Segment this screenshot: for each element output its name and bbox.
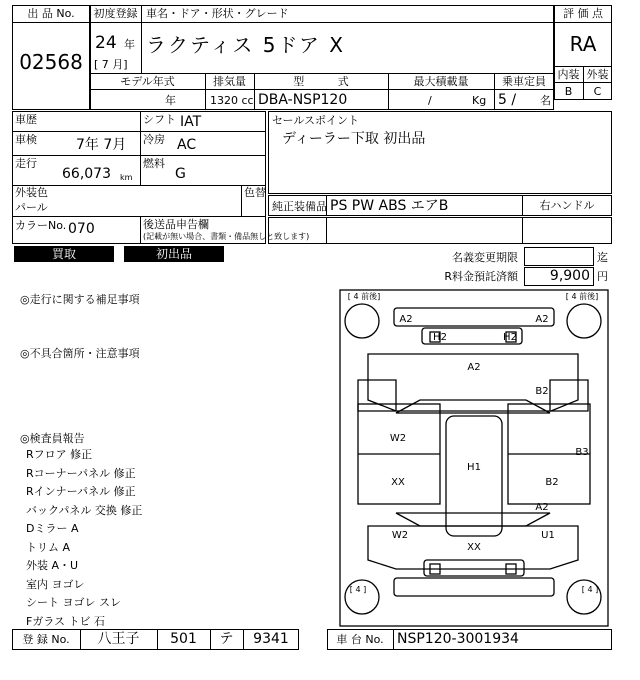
- sales-point-label: セールスポイント: [272, 114, 360, 127]
- divider: [12, 185, 266, 186]
- damage-mark: H1: [467, 462, 481, 473]
- damage-mark: H2: [503, 332, 517, 343]
- damage-mark: A2: [399, 314, 413, 325]
- chassis-label: 車 台 No.: [336, 633, 384, 646]
- car-name-label: 車名・ドア・形状・グレード: [146, 7, 289, 20]
- driving-notes-title: ◎走行に関する補足事項: [20, 293, 140, 306]
- divider: [241, 185, 242, 216]
- defects-title: ◎不具合箇所・注意事項: [20, 347, 140, 360]
- displacement-label: 排気量: [213, 75, 246, 88]
- inspector-item: Rフロア 修正: [26, 448, 93, 461]
- reg-label: 登 録 No.: [22, 633, 70, 646]
- displacement: 1320 cc: [210, 94, 254, 107]
- plate-kana: テ: [219, 631, 234, 647]
- inspector-item: 室内 ヨゴレ: [26, 577, 85, 591]
- damage-mark: B2: [535, 386, 549, 397]
- first-reg-label: 初度登録: [93, 7, 138, 20]
- color-no: 070: [68, 221, 95, 237]
- divider: [90, 73, 554, 74]
- inspector-item: シート ヨゴレ スレ: [26, 596, 121, 609]
- color-no-label: カラーNo.: [15, 219, 67, 232]
- divider: [522, 217, 523, 244]
- fuel-label: 燃料: [143, 157, 165, 170]
- car-name: ラクティス 5ドア X: [146, 33, 345, 57]
- damage-mark: H2: [433, 332, 447, 343]
- exterior-grade: C: [593, 85, 602, 98]
- chassis-no: NSP120-3001934: [397, 631, 519, 647]
- divider: [326, 217, 327, 244]
- recycle-value: 9,900: [549, 268, 590, 284]
- divider: [12, 155, 266, 156]
- damage-mark: A2: [535, 502, 549, 513]
- inspector-item: Dミラー A: [26, 522, 79, 535]
- max-load-label: 最大積載量: [413, 75, 469, 88]
- max-load-unit: Kg: [472, 94, 487, 107]
- year-unit: 年: [124, 38, 135, 51]
- divider: [12, 216, 266, 217]
- fuel-value: G: [175, 166, 186, 182]
- divider: [90, 89, 554, 90]
- mileage-value: 66,073: [62, 166, 111, 182]
- recycle-label: R料金預託済額: [444, 270, 518, 283]
- divider: [554, 22, 612, 23]
- divider: [140, 216, 141, 244]
- divider: [554, 82, 612, 83]
- fender-front-left: [358, 380, 396, 411]
- interior-label: 内装: [557, 68, 580, 81]
- inspector-item: Fガラス トビ 石: [26, 614, 105, 628]
- mileage-unit: km: [120, 173, 133, 182]
- reg-year: 24: [95, 33, 117, 53]
- car-damage-diagram: [336, 288, 612, 629]
- tire-front-left: [345, 304, 379, 338]
- roof: [446, 416, 502, 536]
- retrofit-label: 後送品申告欄: [143, 218, 209, 231]
- divider: [393, 629, 394, 650]
- capacity-unit: 名: [540, 94, 551, 107]
- color-value: パール: [15, 201, 48, 214]
- interior-grade: B: [564, 85, 573, 98]
- divider: [141, 5, 142, 73]
- retrofit-note: (記載が無い場合、書類・備品無しと致します): [143, 232, 310, 241]
- color-change-label: 色替: [244, 186, 266, 199]
- inspection-label: 車検: [15, 133, 37, 146]
- exterior-label: 外装: [586, 68, 609, 81]
- model-year-unit: 年: [165, 94, 176, 107]
- history-label: 車歴: [15, 113, 37, 126]
- damage-mark: B3: [575, 447, 589, 458]
- damage-mark: B2: [545, 477, 559, 488]
- divider: [12, 22, 90, 23]
- name-change-unit: 迄: [597, 251, 608, 264]
- lot-number: 02568: [19, 50, 83, 74]
- tire-label-tl: [ 4 前後]: [347, 292, 381, 301]
- equipment-label: 純正装備品: [272, 200, 327, 213]
- sales-point-text: ディーラー下取 初出品: [282, 131, 426, 147]
- damage-mark: A2: [535, 314, 549, 325]
- divider: [140, 111, 141, 185]
- inspector-list: [26, 446, 142, 631]
- capacity-label: 乗車定員: [502, 75, 546, 88]
- tire-front-right: [567, 304, 601, 338]
- name-change-label: 名義変更期限: [452, 251, 518, 264]
- ac-label: 冷房: [143, 133, 165, 146]
- mileage-label: 走行: [15, 157, 37, 170]
- inspector-item: バックパネル 交換 修正: [26, 503, 143, 517]
- empty-row: [268, 217, 612, 244]
- steering: 右ハンドル: [539, 199, 595, 212]
- divider: [12, 131, 266, 132]
- inspector-item: 外装 A・U: [26, 559, 79, 572]
- damage-mark: XX: [467, 542, 481, 553]
- damage-mark: XX: [391, 477, 405, 488]
- divider: [90, 22, 554, 23]
- rating-value: RA: [569, 32, 597, 56]
- tag-buyout: 買取: [14, 246, 114, 262]
- inspection-value: 7年 7月: [76, 137, 127, 153]
- tire-label-tr: [ 4 前後]: [565, 292, 599, 301]
- shift-value: IAT: [180, 114, 202, 130]
- capacity-value: 5 /: [498, 92, 517, 108]
- ac-value: AC: [177, 137, 197, 153]
- lot-label: 出 品 No.: [27, 7, 75, 20]
- inspector-item: Rインナーパネル 修正: [26, 485, 136, 498]
- color-label: 外装色: [15, 186, 48, 199]
- name-change-box: [524, 247, 594, 266]
- damage-mark: A2: [467, 362, 481, 373]
- damage-mark: W2: [389, 433, 407, 444]
- fender-front-right: [550, 380, 588, 411]
- equipment-value: PS PW ABS エアB: [330, 198, 449, 214]
- plate-class: 501: [170, 631, 197, 647]
- inspector-item: トリム A: [26, 540, 71, 554]
- front-bumper: [394, 308, 554, 326]
- shift-label: シフト: [143, 113, 176, 126]
- tag-first-listing: 初出品: [124, 246, 224, 262]
- tire-label-br: [ 4 ]: [581, 585, 599, 594]
- type-label: 型 式: [293, 75, 349, 88]
- type-value: DBA-NSP120: [258, 92, 348, 108]
- plate-number: 9341: [253, 631, 289, 647]
- plate-region: 八王子: [97, 631, 140, 647]
- inspector-item: Rコーナーパネル 修正: [26, 466, 136, 480]
- rating-label: 評 価 点: [563, 7, 603, 20]
- rear-bumper: [394, 578, 554, 596]
- reg-month: [ 7 月]: [94, 58, 128, 71]
- max-load-slash: /: [428, 94, 432, 107]
- model-year-label: モデル年式: [120, 75, 175, 88]
- inspector-title: ◎検査員報告: [20, 432, 85, 445]
- damage-mark: U1: [541, 530, 555, 541]
- rear-window: [396, 513, 550, 526]
- damage-mark: W2: [391, 530, 409, 541]
- recycle-unit: 円: [597, 270, 608, 283]
- tire-label-bl: [ 4 ]: [349, 585, 367, 594]
